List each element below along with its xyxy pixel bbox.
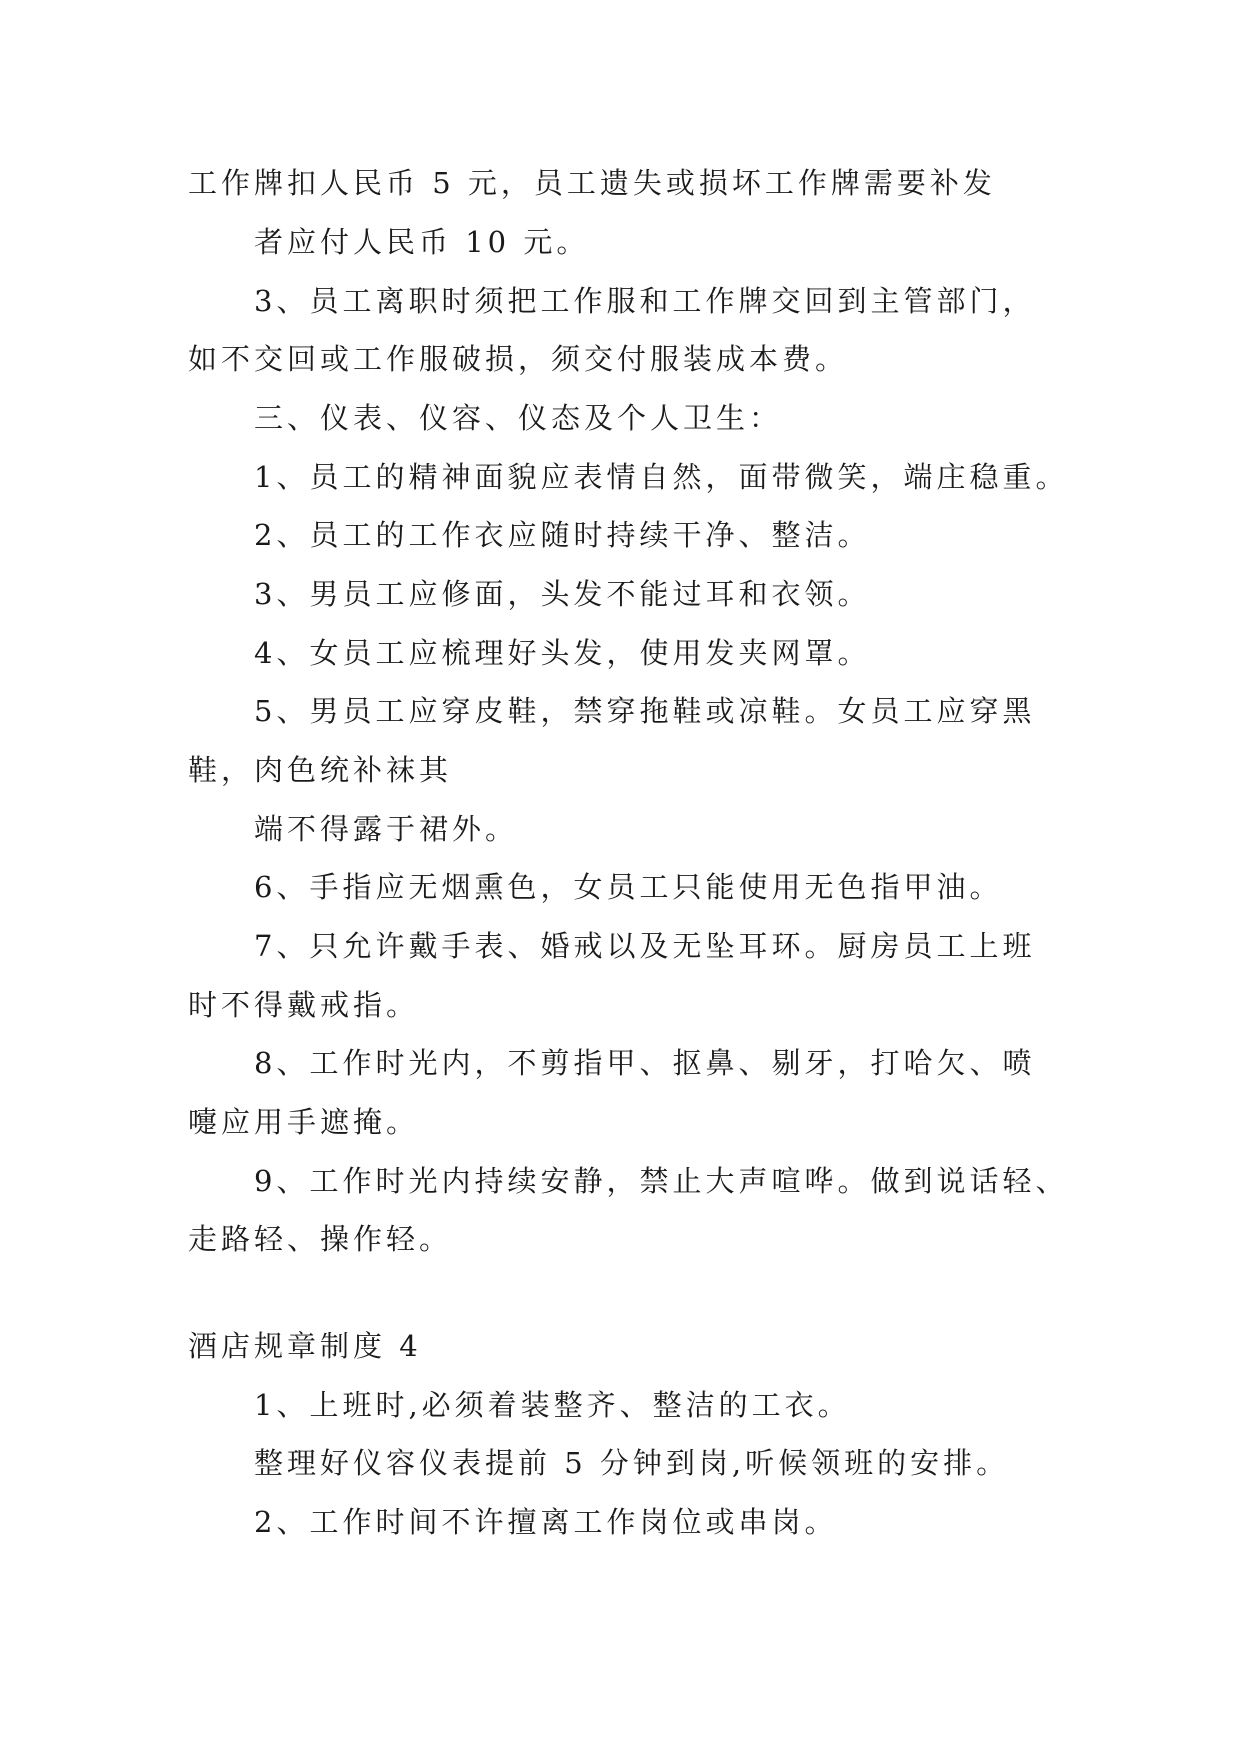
- text-line: 整理好仪容仪表提前 5 分钟到岗,听候领班的安排。: [254, 1446, 1010, 1480]
- text-line: 1、员工的精神面貌应表情自然，面带微笑，端庄稳重。: [254, 460, 1069, 494]
- text-line: 鞋，肉色统补袜其: [188, 753, 453, 787]
- text-line: 1、上班时,必须着装整齐、整洁的工衣。: [254, 1388, 851, 1422]
- text-line: 时不得戴戒指。: [188, 988, 420, 1022]
- text-line: 5、男员工应穿皮鞋，禁穿拖鞋或凉鞋。女员工应穿黑: [254, 694, 1036, 728]
- text-line: 2、员工的工作衣应随时持续干净、整洁。: [254, 518, 871, 552]
- text-line: 如不交回或工作服破损，须交付服装成本费。: [188, 342, 849, 376]
- text-line: 2、工作时间不许擅离工作岗位或串岗。: [254, 1505, 838, 1539]
- text-line: 7、只允许戴手表、婚戒以及无坠耳环。厨房员工上班: [254, 929, 1036, 963]
- text-line: 8、工作时光内，不剪指甲、抠鼻、剔牙，打哈欠、喷: [254, 1046, 1036, 1080]
- text-line: 3、男员工应修面，头发不能过耳和衣领。: [254, 577, 871, 611]
- text-line: 走路轻、操作轻。: [188, 1222, 453, 1256]
- text-line: 嚏应用手遮掩。: [188, 1105, 420, 1139]
- document-heading: 酒店规章制度 4: [188, 1329, 422, 1363]
- text-line: 3、员工离职时须把工作服和工作牌交回到主管部门，: [254, 284, 1036, 318]
- text-line: 端不得露于裙外。: [254, 812, 519, 846]
- text-line: 工作牌扣人民币 5 元，员工遗失或损坏工作牌需要补发: [188, 166, 996, 200]
- section-heading: 三、仪表、仪容、仪态及个人卫生：: [254, 401, 783, 435]
- text-line: 6、手指应无烟熏色，女员工只能使用无色指甲油。: [254, 870, 1003, 904]
- text-line: 者应付人民币 10 元。: [254, 225, 590, 259]
- text-line: 4、女员工应梳理好头发，使用发夹网罩。: [254, 636, 871, 670]
- text-line: 9、工作时光内持续安静，禁止大声喧哗。做到说话轻、: [254, 1164, 1069, 1198]
